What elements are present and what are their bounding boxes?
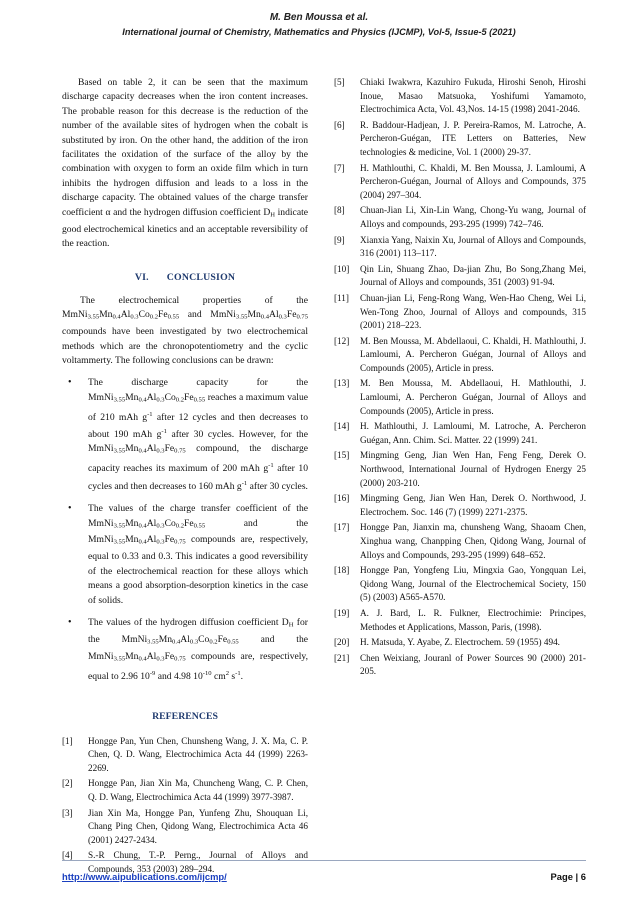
alloy-formula: $MmNi_{3.55}Mn_{0.4}Al_{0.3}Fe_{0.75}$ [88, 443, 186, 455]
list-item: • The values of the hydrogen diffusion coefficient $D_H$ for the $MmNi_{3.55}Mn_{0.4}Al_{0.3}Co_{0.2}Fe_{0.55}$ and the $MmNi_{3.55}Mn_{0.4}Al_{0.3}Fe_{0.75}$ compounds are, respectively, equal to 2.96 $10^{-9}$ and 4.98 $10^{-10}$ $cm^2$ $s^{-1}$. [68, 617, 308, 682]
bullet-icon: • [68, 377, 72, 389]
reference-item [334, 420, 586, 447]
reference-text: A. J. Bard, L. R. Fulkner, Electrochimie: Principes, Methodes et Applications, Masson, Paris, (1998). [360, 607, 586, 632]
reference-text: Xianxia Yang, Naixin Xu, Journal of Alloys and Compounds, 316 (2001) 113–117. [360, 234, 586, 259]
page-footer [62, 860, 586, 882]
reference-text: S.-R Chung, T.-P. Perng., Journal of Alloys and Compounds, 353 (2003) 289–294. [88, 850, 308, 874]
alloy-formula: $MmNi_{3.55}Mn_{0.4}Al_{0.3}Co_{0.2}Fe_{0.55}$ [88, 517, 206, 530]
reference-number: [15] [334, 450, 350, 461]
bullet-icon: • [68, 617, 72, 628]
reference-item [334, 292, 586, 333]
reference-number: [1] [62, 735, 73, 746]
reference-item [334, 449, 586, 490]
bullet-icon: • [68, 503, 72, 515]
alloy-formula: $MmNi_{3.55}Mn_{0.4}Al_{0.3}Fe_{0.75}$ [88, 650, 186, 663]
reference-number: [7] [334, 162, 345, 173]
reference-text: Hongge Pan, Yun Chen, Chunsheng Wang, J. X. Ma, C. P. Chen, Q. D. Wang, Electrochimica Acta 44 (1999) 2263-2269. [88, 735, 308, 773]
reference-number: [11] [334, 292, 349, 303]
reference-text: Hongge Pan, Yongfeng Liu, Mingxia Gao, Yongquan Lei, Qidong Wang, Journal of the Electrochemical Society, 150 (5) (2003) A565-A570. [360, 565, 586, 603]
section-title: CONCLUSION [166, 272, 236, 284]
reference-text: Chuan-jian Li, Feng-Rong Wang, Wen-Hao Cheng, Wei Li, Wen-Tong Zhoo, Journal of Alloys and compounds, 315 (2001) 218–223. [360, 292, 586, 331]
intro-paragraph: Based on table 2, it can be seen that the maximum discharge capacity decreases when the iron content increases. The probable reason for this decrease is the reduction of the number of the available sites of hydrogen when the cobalt is substituted by iron. On the other hand, the addition of the iron facilitates the oxidation of the surface of the alloy by the combination with oxygen to form an oxide film which in turn inhibits the hydrogen diffusion and leads to a loss in the discharge capacity. The obtained values of the charge transfer coefficient α and the hydrogen diffusion coefficient $D_H$ indicate good electrochemical kinetics and an acceptable reversibility of the reaction. [62, 77, 308, 249]
running-journal-title: International journal of Chemistry, Mathematics and Physics (IJCMP), Vol-5, Issue-5 (2021) [122, 27, 516, 37]
right-column [334, 76, 586, 681]
section-number: VI. [134, 272, 149, 284]
list-item: • The discharge capacity for the $MmNi_{3.55}Mn_{0.4}Al_{0.3}Co_{0.2}Fe_{0.55}$ reaches a maximum value of 210 mAh $g^{-1}$ after 12 cycles and then decreases to about 190 mAh $g^{-1}$ after 30 cycles. However, for the $MmNi_{3.55}Mn_{0.4}Al_{0.3}Fe_{0.75}$ compound, the discharge capacity reaches its maximum of 200 mAh $g^{-1}$ after 10 cycles and then decreases to 160 mAh $g^{-1}$ after 30 cycles. [68, 377, 308, 492]
reference-text: Mingming Geng, Jian Wen Han, Derek O. Northwood, J. Electrochem. Soc. 146 (7) (1999) 2271-2375. [360, 493, 586, 517]
running-author: M. Ben Moussa et al. [269, 12, 369, 23]
reference-text: Qin Lin, Shuang Zhao, Da-jian Zhu, Bo Song,Zhang Mei, Journal of Alloys and compounds, 351 (2003) 91-94. [360, 263, 586, 288]
reference-item [334, 492, 586, 519]
page-header [0, 12, 638, 37]
reference-number: [10] [334, 263, 350, 274]
journal-link[interactable]: http://www.aipublications.com/ijcmp/ [62, 871, 227, 882]
references-heading: REFERENCES [152, 711, 218, 723]
alloy-formula: $MmNi_{3.55}Mn_{0.4}Al_{0.3}Fe_{0.75}$ [88, 534, 186, 546]
alloy-formula: $MmNi_{3.55}Mn_{0.4}Al_{0.3}Co_{0.2}Fe_{0.55}$ [62, 309, 180, 321]
page-number: Page | 6 [550, 871, 586, 882]
reference-text: Mingming Geng, Jian Wen Han, Feng Feng, Derek O. Northwood, International Journal of Hydrogen Energy 25 (2000) 203-210. [360, 450, 586, 488]
reference-text: M. Ben Moussa, M. Abdellaoui, C. Khaldi, H. Mathlouthi, J. Lamloumi, A. Percheron Guégan, Journal of Alloys and Compounds (2005), Article in press. [360, 335, 586, 373]
alloy-formula: $MmNi_{3.55}Mn_{0.4}Al_{0.3}Fe_{0.75}$ [210, 309, 308, 321]
alloy-formula: $MmNi_{3.55}Mn_{0.4}Al_{0.3}Co_{0.2}Fe_{0.55}$ [88, 391, 206, 404]
reference-number: [14] [334, 421, 350, 432]
reference-item [334, 521, 586, 562]
reference-item [334, 162, 586, 203]
reference-item [334, 607, 586, 634]
conclusion-heading [62, 271, 308, 285]
reference-text: Hongge Pan, Jian Xin Ma, Chuncheng Wang, C. P. Chen, Q. D. Wang, Electrochimica Acta 44 (1999) 3977-3987. [88, 778, 308, 802]
reference-item [334, 335, 586, 376]
reference-item [334, 636, 586, 650]
reference-number: [9] [334, 234, 345, 245]
reference-number: [20] [334, 637, 350, 648]
references-list-left [62, 735, 308, 877]
reference-number: [12] [334, 335, 350, 346]
reference-number: [16] [334, 493, 350, 504]
reference-number: [6] [334, 119, 345, 130]
conclusion-paragraph: The electrochemical properties of the $MmNi_{3.55}Mn_{0.4}Al_{0.3}Co_{0.2}Fe_{0.55}$ and $MmNi_{3.55}Mn_{0.4}Al_{0.3}Fe_{0.75}$ compounds have been investigated by two electrochemical methods which are the chronopotentiometry and the cyclic voltammerty. The following conclusions can be drawn: [62, 294, 308, 366]
reference-text: R. Baddour-Hadjean, J. P. Pereira-Ramos, M. Latroche, A. Percheron-Guégan, ITE Letters on Batteries, New technologies & medicine, Vol. 1 (2000) 29-37. [360, 119, 586, 157]
reference-number: [18] [334, 565, 350, 576]
reference-item [334, 564, 586, 605]
reference-item [334, 652, 586, 679]
reference-item [334, 204, 586, 231]
references-list-right [334, 76, 586, 679]
reference-number: [13] [334, 378, 350, 389]
reference-item [334, 76, 586, 117]
reference-item [334, 234, 586, 261]
reference-text: Chen Weixiang, Jouranl of Power Sources 90 (2000) 201-205. [360, 652, 586, 677]
reference-item [334, 263, 586, 290]
reference-text: Jian Xin Ma, Hongge Pan, Yunfeng Zhu, Shouquan Li, Chang Ping Chen, Qidong Wang, Electrochimica Acta 46 (2001) 2427-2434. [88, 807, 308, 845]
reference-text: H. Mathlouthi, J. Lamloumi, M. Latroche, A. Percheron Guégan, Ann. Chim. Sci. Matter. 22 (1999) 241. [360, 421, 586, 445]
reference-text: Chiaki Iwakwra, Kazuhiro Fukuda, Hiroshi Senoh, Hiroshi Inoue, Masao Matsuoka, Yoshifumi Yamamoto, Electrochimica Acta, Vol. 43,Nos. 14-15 (1998) 2041-2046. [360, 77, 586, 115]
footer-divider [62, 860, 586, 861]
alloy-formula: $MmNi_{3.55}Mn_{0.4}Al_{0.3}Co_{0.2}Fe_{0.55}$ [121, 633, 239, 646]
reference-number: [8] [334, 205, 345, 216]
list-item: • The values of the charge transfer coefficient of the $MmNi_{3.55}Mn_{0.4}Al_{0.3}Co_{0.2}Fe_{0.55}$ and the $MmNi_{3.55}Mn_{0.4}Al_{0.3}Fe_{0.75}$ compounds are, respectively, equal to 0.33 and 0.3. This indicates a good reversibility of the electrochemical reaction for these alloys which means a good absorption-desorption kinetics in the case of solids. [68, 503, 308, 606]
reference-text: H. Matsuda, Y. Ayabe, Z. Electrochem. 59 (1955) 494. [360, 637, 560, 648]
reference-item [62, 735, 308, 776]
reference-number: [19] [334, 607, 350, 618]
reference-number: [2] [62, 778, 73, 789]
reference-item [334, 119, 586, 160]
left-column [62, 76, 308, 878]
reference-number: [4] [62, 850, 73, 861]
reference-number: [3] [62, 807, 73, 818]
reference-item [62, 807, 308, 848]
reference-number: [5] [334, 77, 345, 87]
reference-number: [21] [334, 652, 350, 663]
reference-text: Hongge Pan, Jianxin ma, chunsheng Wang, Shaoam Chen, Xinghua wang, Chanpping Chen, Qidong Wang, Journal of Alloys and Compounds, 293-295 (1999) 648–652. [360, 522, 586, 560]
conclusion-list [62, 376, 308, 684]
reference-text: H. Mathlouthi, C. Khaldi, M. Ben Moussa, J. Lamloumi, A Percheron-Guégan, Journal of Alloys and Compounds, 375 (2004) 297–304. [360, 162, 586, 200]
reference-text: M. Ben Moussa, M. Abdellaoui, H. Mathlouthi, J. Lamloumi, A. Percheron Guégan, Journal of Alloys and Compounds (2005), Article in press. [360, 378, 586, 416]
reference-item [62, 777, 308, 804]
reference-item [334, 377, 586, 418]
reference-number: [17] [334, 522, 350, 533]
reference-text: Chuan-Jian Li, Xin-Lin Wang, Chong-Yu wang, Journal of Alloys and compounds, 293-295 (1999) 742–746. [360, 205, 586, 229]
